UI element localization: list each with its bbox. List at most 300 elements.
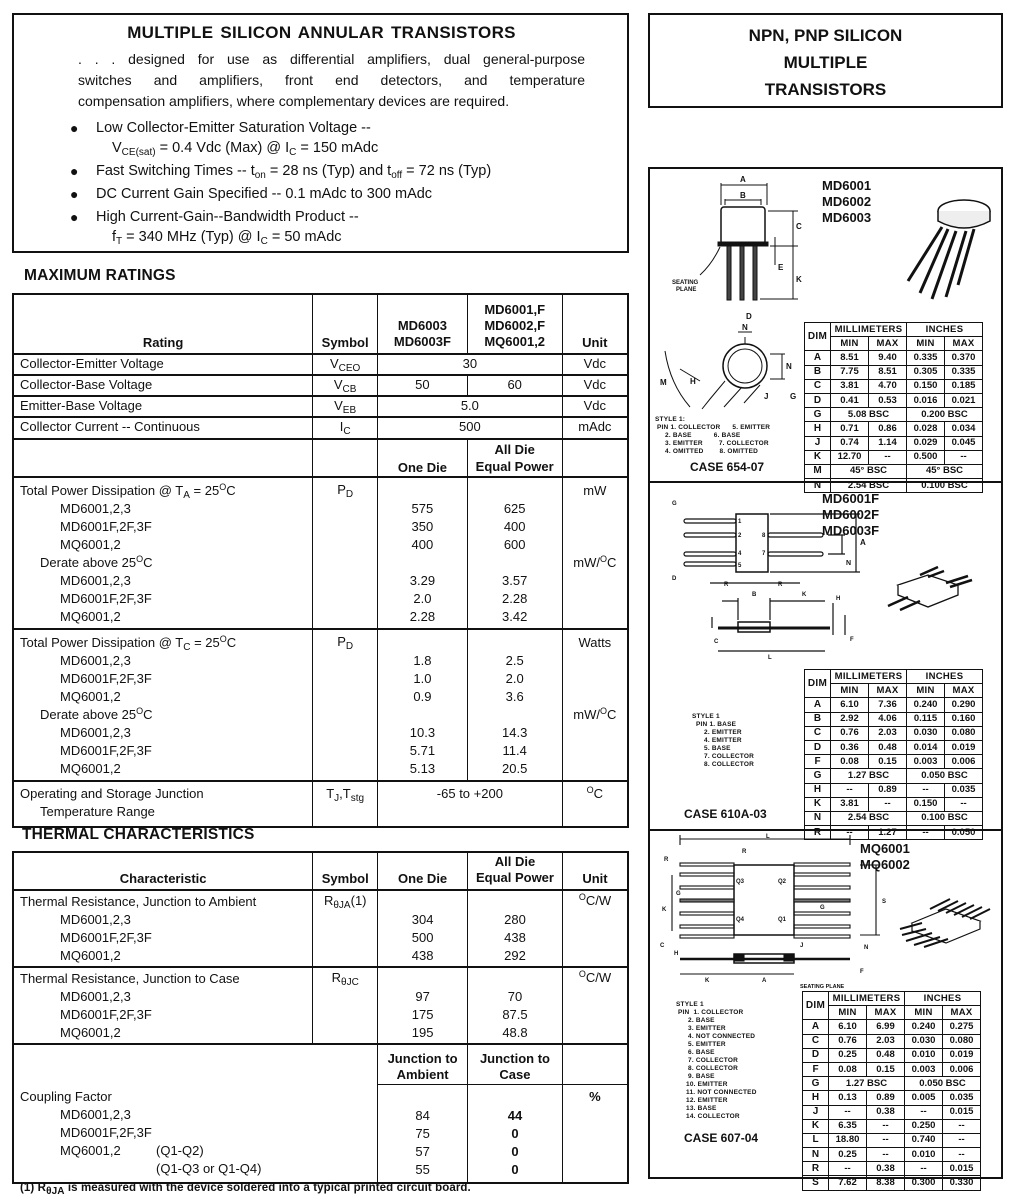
rating-cell bbox=[13, 781, 313, 827]
dim-row bbox=[805, 450, 983, 464]
symbol: I bbox=[339, 419, 344, 434]
dim-letter: D bbox=[803, 1048, 829, 1062]
device-label: MQ6001,2 bbox=[60, 609, 121, 624]
table-row-pd-case bbox=[13, 629, 628, 781]
dim-label-k-side: K bbox=[662, 907, 667, 913]
value: 3.42 bbox=[502, 609, 528, 624]
in-min: 0.010 bbox=[905, 1148, 943, 1162]
dim-label-f: F bbox=[850, 637, 854, 643]
value: 280 bbox=[504, 912, 526, 927]
value: 292 bbox=[504, 948, 526, 963]
dim-letter: N bbox=[805, 811, 831, 825]
mm-min: 0.25 bbox=[829, 1048, 867, 1062]
value-cell: 60 bbox=[467, 375, 562, 396]
value: 575 bbox=[411, 501, 434, 516]
symbol-cell bbox=[313, 375, 378, 396]
in-min: 0.115 bbox=[907, 712, 945, 726]
min-header: MIN bbox=[907, 684, 945, 698]
part-number: MD6003F bbox=[822, 523, 880, 538]
mm-max: -- bbox=[867, 1133, 905, 1147]
package-outline-drawing bbox=[650, 483, 1001, 663]
subscript: D bbox=[345, 641, 354, 652]
symbol: T bbox=[326, 786, 335, 801]
inches-header: INCHES bbox=[907, 670, 983, 684]
device-label: MD6001F,2F,3F bbox=[60, 1007, 152, 1022]
header-line: MQ6001,2 bbox=[484, 334, 546, 349]
value: 350 bbox=[411, 519, 434, 534]
in-min: 0.003 bbox=[905, 1062, 943, 1076]
value: 1.8 bbox=[413, 653, 432, 668]
in-max: -- bbox=[943, 1119, 981, 1133]
dim-label-j: J bbox=[764, 392, 769, 401]
value-cell: -65 to +200 bbox=[378, 781, 563, 827]
dim-row bbox=[805, 712, 983, 726]
unit-cell: Vdc bbox=[562, 396, 628, 417]
dim-row bbox=[803, 1133, 981, 1147]
text: C bbox=[226, 635, 237, 650]
in-min: 0.335 bbox=[907, 351, 945, 365]
svg-text:7: 7 bbox=[762, 551, 766, 557]
text: = 25 bbox=[190, 635, 220, 650]
symbol: P bbox=[337, 482, 346, 497]
mm-min: 0.36 bbox=[831, 740, 869, 754]
subscript: J bbox=[334, 793, 340, 804]
dim-letter: F bbox=[805, 755, 831, 769]
device-label: MD6001,2,3 bbox=[60, 573, 131, 588]
package-3d-view bbox=[900, 899, 990, 947]
characteristic-cell bbox=[13, 967, 313, 1044]
device-label: MD6001,2,3 bbox=[60, 501, 131, 516]
dim-row bbox=[805, 464, 983, 478]
dim-label-j: J bbox=[800, 943, 804, 949]
mm-min: -- bbox=[829, 1105, 867, 1119]
col-header-symbol: Symbol bbox=[313, 294, 378, 354]
value: 57 bbox=[415, 1143, 430, 1159]
in-max: 0.080 bbox=[945, 726, 983, 740]
in-max: -- bbox=[943, 1133, 981, 1147]
table-row-rjc bbox=[13, 967, 628, 1044]
mm-min: 7.75 bbox=[831, 365, 869, 379]
mm-min: 6.35 bbox=[829, 1119, 867, 1133]
mm-bsc: 45° BSC bbox=[831, 464, 907, 478]
dim-letter: N bbox=[805, 479, 831, 493]
package-case-607 bbox=[650, 831, 1001, 1189]
feature-text: = 150 mAdc bbox=[296, 140, 379, 156]
in-min: 0.300 bbox=[905, 1176, 943, 1190]
symbol: V bbox=[112, 140, 122, 156]
inches-header: INCHES bbox=[905, 992, 981, 1006]
characteristic-cell bbox=[13, 1084, 378, 1183]
dim-letter: A bbox=[803, 1020, 829, 1034]
pin-style-list: STYLE 1: PIN 1. COLLECTOR 5. EMITTER 2. BASE 6. BASE 3. EMITTER 7. COLLECTOR 4. OMITTED 8. OMITTED bbox=[655, 416, 771, 455]
mm-bsc: 2.54 BSC bbox=[831, 811, 907, 825]
unit-cell: % bbox=[562, 1084, 628, 1183]
package-panel bbox=[648, 167, 1003, 1189]
device-label: MD6001F,2F,3F bbox=[60, 591, 152, 606]
col-header-md6003 bbox=[378, 294, 468, 354]
part-number: MD6001F bbox=[822, 491, 880, 506]
description-line: . . . designed for use as differential amplifiers, dual general-purpose bbox=[78, 51, 585, 67]
pd-ambient-heading bbox=[20, 482, 306, 500]
in-bsc: 0.100 BSC bbox=[907, 479, 983, 493]
dim-label-n: N bbox=[846, 560, 852, 567]
in-min: 0.003 bbox=[907, 755, 945, 769]
device-label bbox=[20, 1124, 371, 1142]
value: 10.3 bbox=[409, 725, 436, 740]
in-max: 0.034 bbox=[945, 422, 983, 436]
device-label: MD6001,2,3 bbox=[60, 653, 131, 668]
unit bbox=[569, 706, 621, 724]
unit bbox=[569, 554, 621, 572]
mm-min: 6.10 bbox=[831, 698, 869, 712]
device-label: MD6001F,2F,3F bbox=[60, 519, 152, 534]
dim-label-c: C bbox=[660, 943, 665, 949]
in-min: -- bbox=[905, 1162, 943, 1176]
subscript: EB bbox=[342, 405, 357, 416]
dim-label-n2: N bbox=[786, 362, 792, 371]
table-row bbox=[13, 375, 628, 396]
dimension-table bbox=[802, 991, 981, 1191]
col-header-one-die: One Die bbox=[378, 852, 468, 890]
mm-max: 0.53 bbox=[869, 393, 907, 407]
subscript: D bbox=[345, 489, 354, 500]
symbol: R bbox=[323, 893, 334, 908]
device-label: MQ6001,2 bbox=[60, 761, 121, 776]
dim-letter: H bbox=[805, 783, 831, 797]
max-header: MAX bbox=[869, 684, 907, 698]
bullet-icon: ● bbox=[70, 209, 79, 225]
in-min: 0.150 bbox=[907, 797, 945, 811]
one-die-values bbox=[378, 477, 468, 629]
mm-max: 2.03 bbox=[869, 726, 907, 740]
in-max: 0.019 bbox=[945, 740, 983, 754]
device-label: MD6001,2,3 bbox=[60, 989, 131, 1004]
subscript: stg bbox=[350, 793, 365, 804]
junction-case-values bbox=[468, 1084, 563, 1183]
in-max: 0.015 bbox=[943, 1105, 981, 1119]
value: 195 bbox=[411, 1025, 434, 1040]
text: (Q1-Q2) bbox=[156, 1143, 204, 1158]
footnote bbox=[20, 1182, 471, 1197]
dim-header: DIM bbox=[805, 323, 831, 351]
table-row-pd-ambient bbox=[13, 477, 628, 629]
max-header: MAX bbox=[867, 1006, 905, 1020]
mm-bsc: 1.27 BSC bbox=[829, 1077, 905, 1091]
derate-heading bbox=[20, 554, 306, 572]
unit-cell: Vdc bbox=[562, 375, 628, 396]
subscript: C bbox=[183, 642, 191, 653]
mm-bsc: 1.27 BSC bbox=[831, 769, 907, 783]
pd-case-heading bbox=[20, 634, 306, 652]
dim-label-k: K bbox=[796, 275, 802, 284]
value: 500 bbox=[411, 930, 434, 945]
value: 70 bbox=[507, 989, 523, 1004]
mm-header: MILLIMETERS bbox=[831, 323, 907, 337]
mm-max: 0.38 bbox=[867, 1105, 905, 1119]
header-line: All Die bbox=[494, 442, 535, 457]
text: (1) R bbox=[20, 1182, 47, 1194]
mm-bsc: 2.54 BSC bbox=[831, 479, 907, 493]
symbol-cell bbox=[313, 967, 378, 1044]
rating-cell: Collector-Emitter Voltage bbox=[13, 354, 313, 375]
svg-text:Q4: Q4 bbox=[736, 917, 745, 923]
device-label bbox=[20, 1142, 371, 1160]
dim-label-r2: R bbox=[742, 849, 747, 855]
value: 438 bbox=[504, 930, 526, 945]
dim-row bbox=[805, 726, 983, 740]
mm-max: 0.89 bbox=[869, 783, 907, 797]
description-line: switches and amplifiers, front end detectors, and temperature bbox=[78, 72, 585, 88]
in-max: 0.006 bbox=[945, 755, 983, 769]
case-label: CASE 607-04 bbox=[684, 1131, 759, 1145]
value: 2.28 bbox=[502, 591, 528, 606]
mm-max: 0.15 bbox=[869, 755, 907, 769]
feature-text: = 340 MHz (Typ) @ I bbox=[122, 229, 261, 245]
mm-max: 1.14 bbox=[869, 436, 907, 450]
in-bsc: 45° BSC bbox=[907, 464, 983, 478]
text: (Q1-Q3 or Q1-Q4) bbox=[156, 1161, 262, 1176]
package-case-610a bbox=[650, 483, 1001, 838]
dim-letter: S bbox=[803, 1176, 829, 1190]
dim-row bbox=[805, 393, 983, 407]
symbol: V bbox=[334, 398, 343, 413]
in-max: 0.185 bbox=[945, 379, 983, 393]
text: mW/ bbox=[573, 707, 600, 722]
dim-letter: K bbox=[805, 450, 831, 464]
coupling-subheader-row bbox=[13, 1044, 628, 1084]
symbol-cell bbox=[313, 890, 378, 967]
header-line: MD6002,F bbox=[484, 318, 546, 333]
svg-text:1: 1 bbox=[738, 519, 742, 525]
header-line: MD6003F bbox=[393, 334, 451, 349]
dim-letter: R bbox=[805, 826, 831, 840]
dim-label-f: F bbox=[860, 969, 864, 975]
dim-label-s: S bbox=[882, 899, 887, 905]
in-max: 0.015 bbox=[943, 1162, 981, 1176]
value: 400 bbox=[503, 519, 526, 534]
dim-header: DIM bbox=[803, 992, 829, 1020]
mm-min: 6.10 bbox=[829, 1020, 867, 1034]
symbol-cell bbox=[313, 396, 378, 417]
mm-max: -- bbox=[869, 450, 907, 464]
dim-label-r: R bbox=[724, 582, 729, 588]
dim-letter: N bbox=[803, 1148, 829, 1162]
inches-header: INCHES bbox=[907, 323, 983, 337]
text: Total Power Dissipation @ T bbox=[20, 483, 184, 498]
symbol: f bbox=[112, 229, 117, 245]
symbol-cell bbox=[313, 477, 378, 629]
case-label: CASE 610A-03 bbox=[684, 807, 767, 821]
feature-text: High Current-Gain--Bandwidth Product -- bbox=[96, 209, 359, 225]
device-type-box bbox=[648, 13, 1003, 108]
dim-header-row bbox=[805, 670, 983, 684]
max-ratings-table bbox=[12, 293, 629, 828]
empty-cell bbox=[313, 439, 378, 477]
dim-row bbox=[803, 1048, 981, 1062]
dim-row bbox=[805, 351, 983, 365]
unit-cell: Vdc bbox=[562, 354, 628, 375]
symbol-cell bbox=[313, 781, 378, 827]
dim-label-a: A bbox=[762, 978, 767, 984]
value: 44 bbox=[507, 1107, 523, 1123]
all-die-values bbox=[468, 967, 563, 1044]
unit: mW bbox=[583, 483, 607, 498]
subheader-junction-ambient bbox=[378, 1044, 468, 1084]
dim-label-l: L bbox=[768, 655, 772, 661]
dim-row bbox=[805, 811, 983, 825]
document-title: MULTIPLE SILICON ANNULAR TRANSISTORS bbox=[127, 23, 516, 42]
svg-text:Q1: Q1 bbox=[778, 917, 787, 923]
col-header-unit: Unit bbox=[562, 852, 628, 890]
svg-text:4: 4 bbox=[738, 551, 742, 557]
unit-cell bbox=[562, 629, 628, 781]
mm-min: 0.08 bbox=[831, 755, 869, 769]
value: 48.8 bbox=[502, 1025, 528, 1040]
value: 87.5 bbox=[502, 1007, 528, 1022]
in-min: 0.010 bbox=[905, 1048, 943, 1062]
package-3d-view bbox=[888, 567, 972, 610]
seating-plane-label: SEATING PLANE bbox=[800, 984, 845, 990]
min-header: MIN bbox=[829, 1006, 867, 1020]
derate-heading bbox=[20, 706, 306, 724]
degree: O bbox=[578, 969, 586, 979]
dim-label-d: D bbox=[746, 312, 752, 321]
text: MD6001,2,3 bbox=[60, 1107, 131, 1122]
svg-text:8: 8 bbox=[762, 533, 766, 539]
mm-max: 1.27 bbox=[869, 826, 907, 840]
dim-letter: G bbox=[805, 769, 831, 783]
bullet-icon: ● bbox=[70, 120, 79, 136]
in-min: 0.240 bbox=[907, 698, 945, 712]
thermal-table bbox=[12, 851, 629, 1184]
dim-row bbox=[803, 1105, 981, 1119]
value: 2.28 bbox=[409, 609, 436, 624]
text: MD6001F,2F,3F bbox=[60, 1125, 152, 1140]
value: 0 bbox=[511, 1125, 519, 1141]
dim-row bbox=[805, 797, 983, 811]
dim-row bbox=[805, 379, 983, 393]
header-line: All Die bbox=[494, 854, 536, 869]
degree: O bbox=[599, 554, 607, 564]
mm-min: 3.81 bbox=[831, 797, 869, 811]
dim-label-l: L bbox=[766, 834, 770, 840]
degree: O bbox=[136, 706, 144, 716]
value: 625 bbox=[503, 501, 526, 516]
unit-cell bbox=[562, 477, 628, 629]
one-die-values bbox=[378, 629, 468, 781]
in-max: 0.045 bbox=[945, 436, 983, 450]
in-min: -- bbox=[907, 783, 945, 797]
text: Derate above 25 bbox=[40, 707, 137, 722]
feature-item bbox=[70, 207, 615, 247]
header-line: Ambient bbox=[396, 1066, 449, 1082]
dimension-table bbox=[804, 669, 983, 840]
mm-min: 0.71 bbox=[831, 422, 869, 436]
in-min: 0.240 bbox=[905, 1020, 943, 1034]
mm-min: 18.80 bbox=[829, 1133, 867, 1147]
mm-max: 8.38 bbox=[867, 1176, 905, 1190]
device-label: MQ6001,2 bbox=[60, 1025, 121, 1040]
table-row bbox=[13, 417, 628, 439]
feature-item bbox=[70, 118, 615, 158]
dim-letter: L bbox=[803, 1133, 829, 1147]
dim-label-k: K bbox=[705, 978, 710, 984]
mm-max: 0.89 bbox=[867, 1091, 905, 1105]
feature-text: = 0.4 Vdc (Max) @ I bbox=[155, 140, 290, 156]
value: 2.0 bbox=[505, 671, 524, 686]
col-header-md6001 bbox=[467, 294, 562, 354]
device-label: MQ6001,2 bbox=[60, 948, 121, 963]
description bbox=[28, 49, 615, 112]
dim-letter: D bbox=[805, 740, 831, 754]
table-subheader-row bbox=[13, 439, 628, 477]
value: 600 bbox=[503, 537, 526, 552]
table-row-coupling bbox=[13, 1084, 628, 1183]
feature-subline bbox=[96, 138, 615, 158]
seating-plane-label: SEATING bbox=[672, 280, 699, 286]
value: 0 bbox=[511, 1143, 519, 1159]
mm-min: 7.62 bbox=[829, 1176, 867, 1190]
text: Operating and Storage Junction bbox=[20, 786, 204, 801]
symbol: R bbox=[331, 970, 342, 985]
value: 75 bbox=[415, 1125, 430, 1141]
min-header: MIN bbox=[831, 337, 869, 351]
feature-text: Low Collector-Emitter Saturation Voltage -- bbox=[96, 120, 371, 136]
in-max: 0.160 bbox=[945, 712, 983, 726]
unit: C/W bbox=[585, 970, 612, 985]
text: mW/ bbox=[573, 555, 600, 570]
device-label: MD6001,2,3 bbox=[60, 725, 131, 740]
dim-row bbox=[805, 436, 983, 450]
dim-row bbox=[805, 365, 983, 379]
in-max: 0.275 bbox=[943, 1020, 981, 1034]
subscript: θJC bbox=[341, 977, 359, 988]
unit: Watts bbox=[578, 635, 612, 650]
in-max: 0.021 bbox=[945, 393, 983, 407]
can-flange bbox=[718, 242, 768, 246]
symbol: V bbox=[329, 356, 339, 371]
mm-min: 0.13 bbox=[829, 1091, 867, 1105]
header-line: Junction to bbox=[387, 1050, 458, 1066]
text: C bbox=[226, 483, 236, 498]
in-min: 0.030 bbox=[905, 1034, 943, 1048]
text: is measured with the device soldered into a typical printed circuit board. bbox=[64, 1182, 471, 1194]
right-leads bbox=[794, 863, 850, 938]
mm-min: 0.41 bbox=[831, 393, 869, 407]
rating-cell: Emitter-Base Voltage bbox=[13, 396, 313, 417]
device-label: MD6001F,2F,3F bbox=[60, 743, 152, 758]
subscript: A bbox=[183, 490, 190, 501]
value: 438 bbox=[411, 948, 434, 963]
mm-bsc: 5.08 BSC bbox=[831, 408, 907, 422]
symbol: V bbox=[333, 377, 343, 392]
dim-label-c: C bbox=[796, 222, 802, 231]
subscript: C bbox=[343, 426, 351, 437]
in-min: 0.005 bbox=[905, 1091, 943, 1105]
subheader-all-die bbox=[467, 439, 562, 477]
in-max: 0.370 bbox=[945, 351, 983, 365]
part-number: MQ6002 bbox=[860, 857, 910, 872]
feature-subline bbox=[96, 227, 615, 247]
mm-min: 3.81 bbox=[831, 379, 869, 393]
feature-text: = 28 ns (Typ) and t bbox=[265, 163, 392, 179]
dim-letter: J bbox=[805, 436, 831, 450]
dim-label-h: H bbox=[674, 951, 679, 957]
subscript: θJA bbox=[333, 900, 351, 911]
value: 55 bbox=[415, 1161, 430, 1177]
rating-cell bbox=[13, 629, 313, 781]
unit-cell bbox=[562, 781, 628, 827]
